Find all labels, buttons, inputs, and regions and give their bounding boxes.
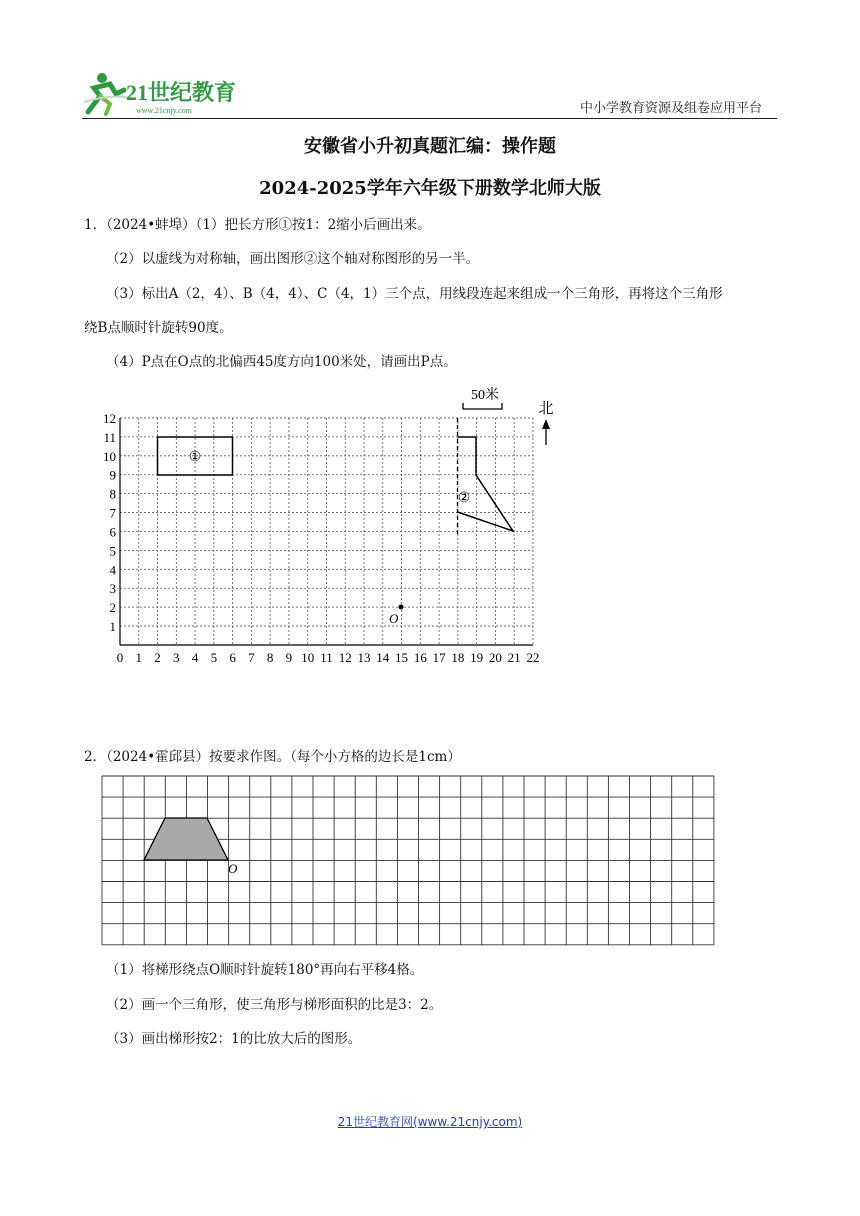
q2-item-2: （2）画一个三角形，使三角形与梯形面积的比是3：2。 (106, 997, 443, 1013)
y-tick-label: 1 (109, 619, 116, 635)
q1-part3b: 绕B点顺时针旋转90度。 (84, 320, 233, 336)
x-tick-label: 21 (507, 650, 521, 665)
page-title: 安徽省小升初真题汇编：操作题 (304, 136, 556, 157)
q2-item-3: （3）画出梯形按2：1的比放大后的图形。 (106, 1031, 362, 1047)
y-tick-label: 12 (103, 410, 116, 426)
platform-name: 中小学教育资源及组卷应用平台 (580, 101, 763, 116)
logo-url: www.21cnjy.com (136, 106, 192, 115)
y-tick-label: 4 (109, 562, 116, 578)
x-tick-label: 13 (357, 650, 371, 665)
x-tick-label: 22 (526, 650, 540, 665)
x-tick-label: 9 (285, 650, 293, 665)
y-tick-label: 7 (109, 505, 116, 521)
y-tick-label: 3 (109, 581, 116, 597)
scale-bar (463, 403, 502, 409)
y-tick-label: 6 (109, 524, 116, 540)
q1-grid-lines (120, 418, 533, 645)
x-tick-label: 0 (116, 650, 124, 665)
x-tick-label: 1 (135, 650, 143, 665)
q1-part2: （2）以虚线为对称轴，画出图形②这个轴对称图形的另一半。 (106, 251, 480, 267)
x-tick-label: 14 (376, 650, 390, 665)
trapezoid (144, 818, 228, 860)
x-tick-label: 12 (338, 650, 352, 665)
footer-link[interactable]: 21世纪教育网(www.21cnjy.com) (337, 1115, 523, 1129)
scale-label: 50米 (471, 388, 499, 403)
x-tick-label: 16 (413, 650, 427, 665)
shape-2-half (458, 437, 514, 531)
north-label: 北 (538, 401, 554, 417)
y-tick-label: 2 (109, 600, 116, 616)
q2-point-O-label: O (228, 861, 238, 876)
y-tick-labels (103, 411, 117, 634)
point-O-label: O (389, 611, 399, 626)
x-tick-label: 17 (432, 650, 446, 665)
runner-logo-icon (80, 68, 260, 118)
x-tick-label: 19 (470, 650, 484, 665)
x-tick-label: 3 (173, 650, 180, 665)
x-tick-label: 11 (320, 650, 333, 665)
q2-intro: 2．（2024•霍邱县）按要求作图。（每个小方格的边长是1cm） (84, 749, 461, 765)
y-tick-label: 8 (109, 486, 116, 502)
q2-item-1: （1）将梯形绕点O顺时针旋转180°再向右平移4格。 (106, 962, 424, 978)
y-tick-label: 11 (103, 429, 116, 445)
x-tick-label: 2 (154, 650, 161, 665)
x-tick-label: 4 (191, 650, 199, 665)
y-tick-label: 9 (109, 467, 116, 483)
x-tick-label: 5 (210, 650, 218, 665)
x-tick-labels (117, 650, 540, 665)
point-O (399, 605, 404, 610)
page-subtitle: 2024-2025学年六年级下册数学北师大版 (259, 178, 601, 199)
logo-text: 21世纪教育 (126, 80, 237, 105)
q1-part4: （4）P点在O点的北偏西45度方向100米处，请画出P点。 (106, 354, 457, 370)
y-tick-label: 10 (103, 448, 116, 464)
x-tick-label: 8 (266, 650, 274, 665)
x-tick-label: 6 (229, 650, 236, 665)
rectangle-1-label: ① (188, 450, 202, 465)
site-logo (80, 68, 260, 118)
x-tick-label: 18 (451, 650, 465, 665)
q1-part3a: （3）标出A（2，4）、B（4，4）、C（4，1）三个点，用线段连起来组成一个三角形，再将这个三角形 (106, 286, 723, 302)
footer (0, 1113, 860, 1130)
shape-2-label: ② (457, 491, 471, 506)
q1-intro: 1．（2024•蚌埠）（1）把长方形①按1：2缩小后画出来。 (84, 217, 431, 233)
x-tick-label: 15 (395, 650, 409, 665)
x-tick-label: 10 (301, 650, 315, 665)
x-tick-label: 20 (488, 650, 502, 665)
header-divider (82, 118, 777, 119)
q2-grid-figure (100, 774, 720, 950)
y-tick-label: 5 (109, 543, 116, 559)
x-tick-label: 7 (248, 650, 255, 665)
q1-grid-figure (90, 385, 570, 670)
north-arrowhead-icon (542, 419, 550, 429)
